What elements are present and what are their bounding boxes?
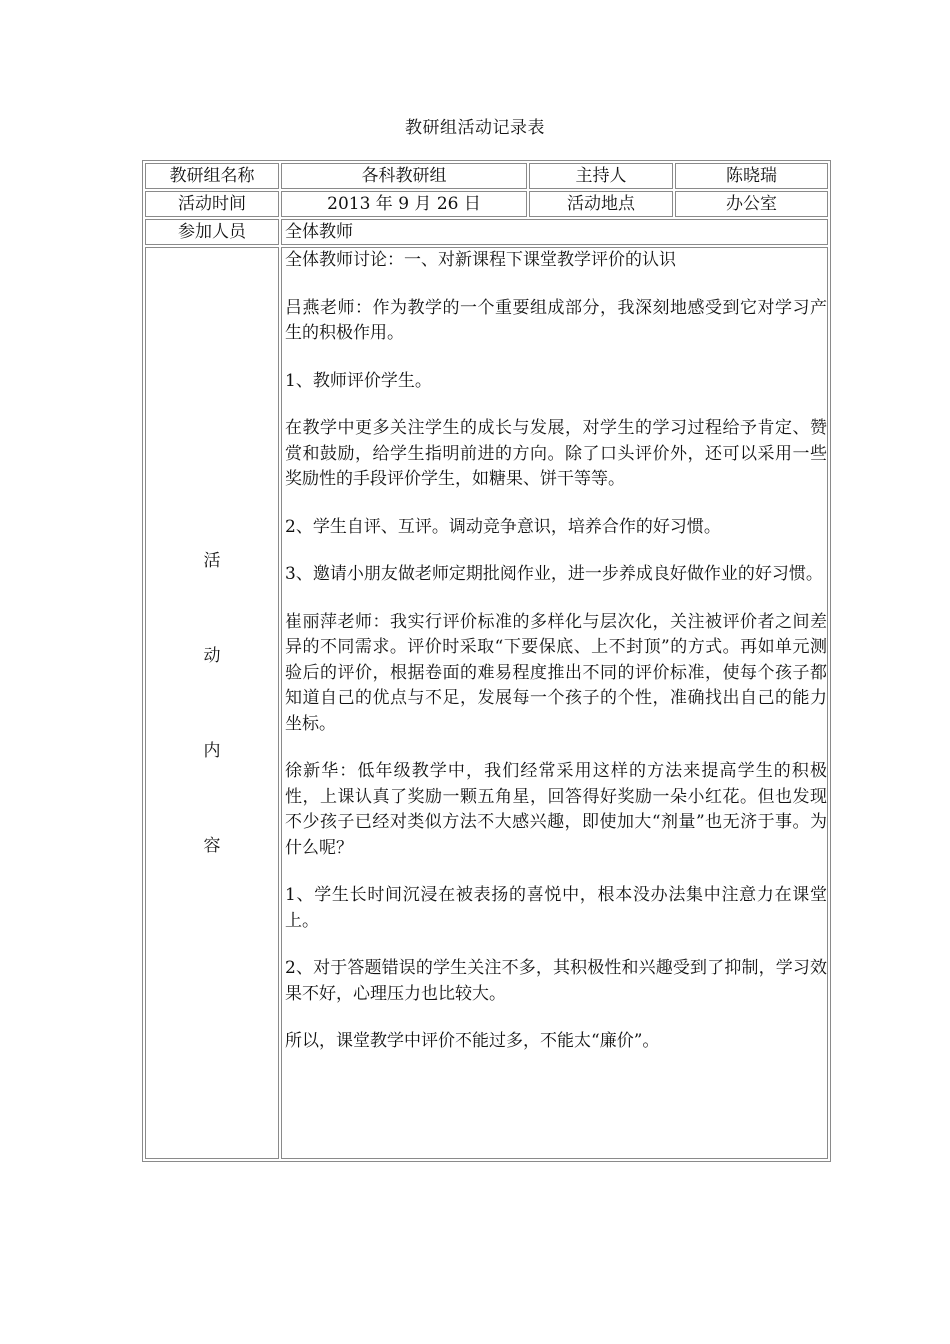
group-name-value: 各科教研组 [281,163,527,189]
content-label-char: 内 [203,741,221,761]
row-content [145,247,828,1159]
content-label-char: 动 [203,646,221,666]
host-value: 陈晓瑞 [675,163,828,189]
activity-content-label [145,247,279,1159]
content-paragraph: 全体教师讨论：一、对新课程下课堂教学评价的认识 [285,250,676,270]
activity-record-table [142,160,831,1162]
content-paragraph: 1、教师评价学生。 [285,370,432,391]
content-paragraph: 1、学生长时间沉浸在被表扬的喜悦中，根本没办法集中注意力在课堂上。 [285,885,827,931]
content-paragraph: 吕燕老师：作为教学的一个重要组成部分，我深刻地感受到它对学习产生的积极作用。 [285,297,827,343]
location-label: 活动地点 [529,191,673,217]
row-participants [145,219,828,245]
activity-content-body [281,247,828,1159]
content-label-char: 活 [203,551,221,571]
participants-value: 全体教师 [281,219,828,245]
content-paragraph: 崔丽萍老师：我实行评价标准的多样化与层次化，关注被评价者之间差异的不同需求。评价时采取“下要保底、上不封顶”的方式。再如单元测验后的评价，根据卷面的难易程度推出不同的评价标准，使每个孩子都知道自己的优点与不足，发展每一个孩子的个性，准确找出自己的能力坐标。 [285,611,827,734]
content-paragraph: 所以，课堂教学中评价不能过多，不能太“廉价”。 [285,1031,660,1051]
participants-label: 参加人员 [145,219,279,245]
content-label-char: 容 [203,836,221,856]
document-title: 教研组活动记录表 [405,118,545,138]
time-label: 活动时间 [145,191,279,217]
host-label: 主持人 [529,163,673,189]
content-paragraph: 2、学生自评、互评。调动竞争意识，培养合作的好习惯。 [285,516,721,537]
time-value: 2013 年 9 月 26 日 [281,191,527,217]
content-paragraph: 徐新华：低年级教学中，我们经常采用这样的方法来提高学生的积极性，上课认真了奖励一颗五角星，回答得好奖励一朵小红花。但也发现不少孩子已经对类似方法不大感兴趣，即使加大“剂量”也无济于事。为什么呢？ [285,761,827,858]
group-name-label: 教研组名称 [145,163,279,189]
content-paragraph: 2、对于答题错误的学生关注不多，其积极性和兴趣受到了抑制，学习效果不好，心理压力也比较大。 [285,958,827,1004]
content-paragraph: 3、邀请小朋友做老师定期批阅作业，进一步养成良好做作业的好习惯。 [285,564,823,584]
content-paragraph: 在教学中更多关注学生的成长与发展，对学生的学习过程给予肯定、赞赏和鼓励，给学生指明前进的方向。除了口头评价外，还可以采用一些奖励性的手段评价学生，如糖果、饼干等等。 [285,418,827,489]
row-group-host [145,163,828,189]
row-time-location [145,191,828,217]
location-value: 办公室 [675,191,828,217]
